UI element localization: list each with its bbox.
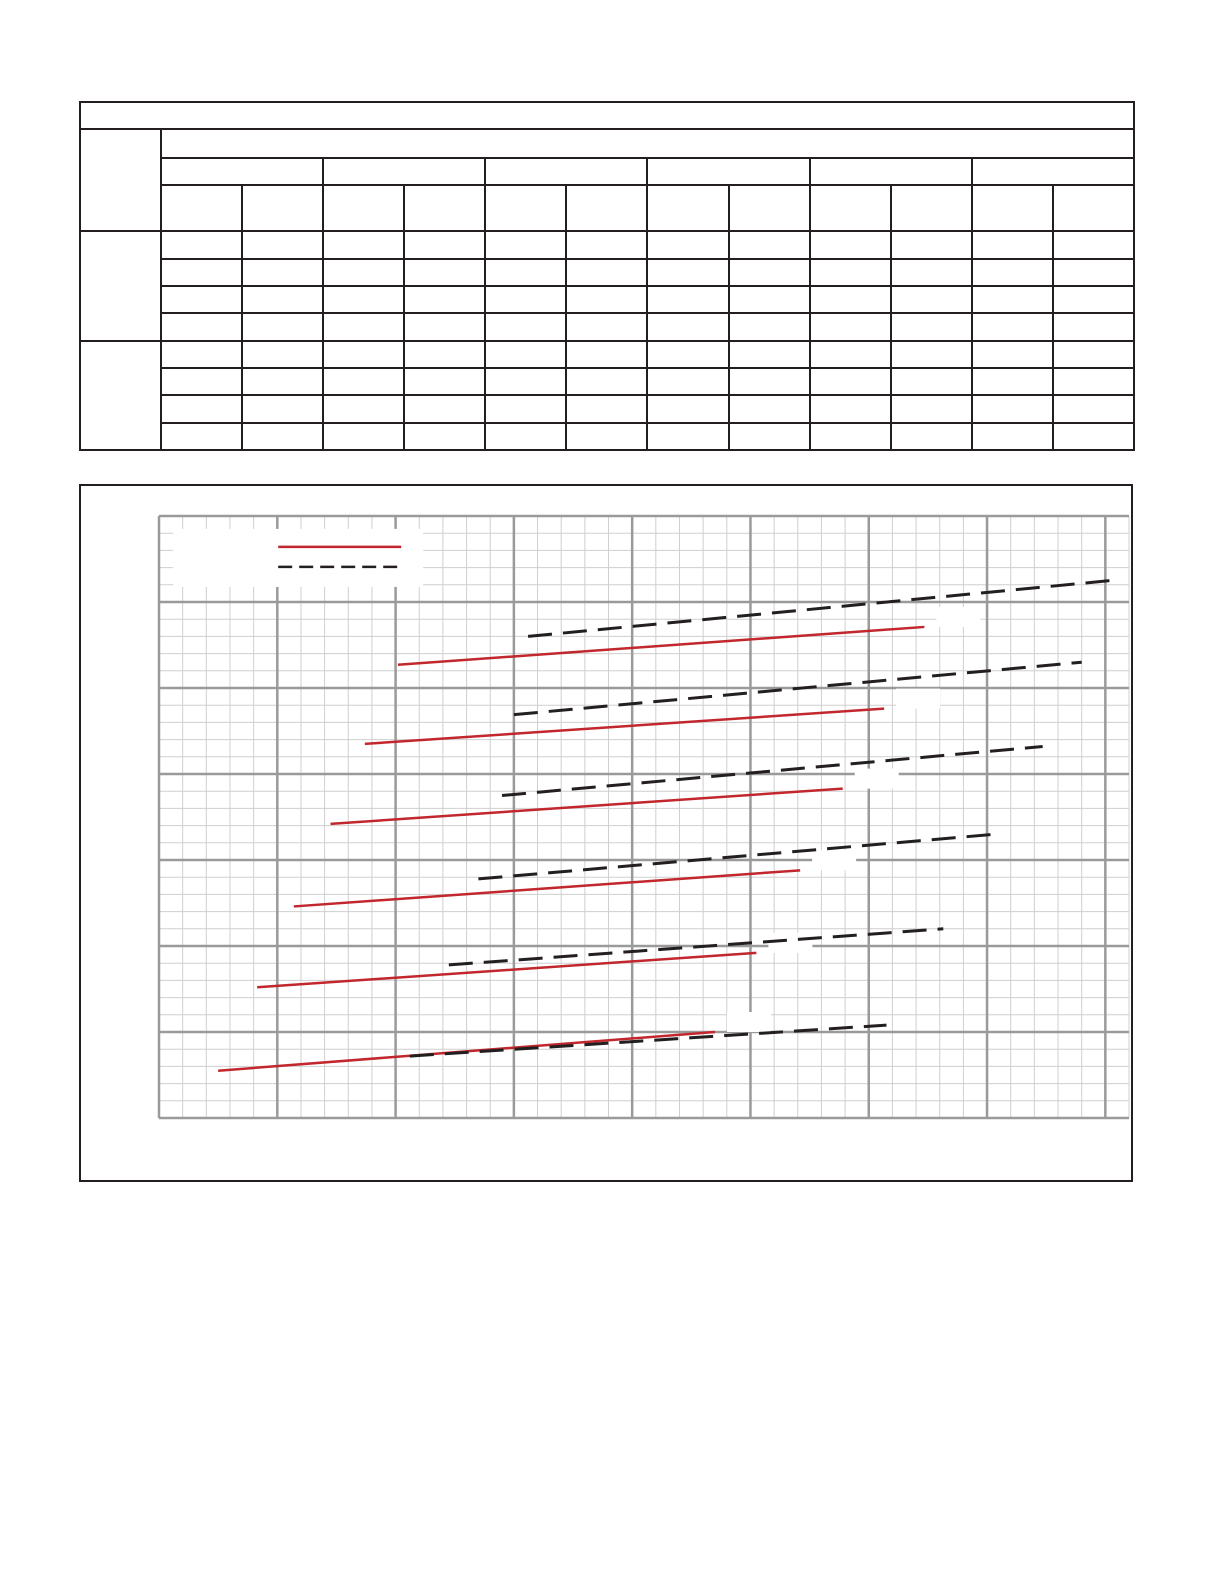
- table-title: [80, 102, 1134, 129]
- chart-panel: [79, 484, 1133, 1182]
- dashed-series-line: [502, 746, 1043, 795]
- table-header-row: [80, 129, 1134, 157]
- table-cell: [1053, 286, 1134, 313]
- legend-box: [173, 529, 423, 587]
- table-cell: [566, 231, 647, 258]
- table-section-label: [80, 231, 161, 340]
- dashed-series-line: [478, 834, 995, 879]
- table-cell: [647, 368, 728, 395]
- table-cell: [729, 341, 810, 368]
- table-cell: [891, 231, 972, 258]
- table-cell: [810, 341, 891, 368]
- table-subheader: [972, 185, 1053, 232]
- table-cell: [242, 286, 323, 313]
- table-cell: [891, 368, 972, 395]
- table-corner-cell: [80, 129, 161, 231]
- table-cell: [891, 286, 972, 313]
- table-cell: [972, 423, 1053, 450]
- table-cell: [161, 368, 242, 395]
- table-group-header: [323, 158, 485, 185]
- table-cell: [647, 231, 728, 258]
- table-cell: [242, 368, 323, 395]
- table-cell: [729, 259, 810, 286]
- table-cell: [485, 395, 566, 422]
- table-subheader: [729, 185, 810, 232]
- table-cell: [323, 341, 404, 368]
- table-cell: [485, 341, 566, 368]
- table-cell: [1053, 231, 1134, 258]
- table-cell: [404, 286, 485, 313]
- table-cell: [891, 313, 972, 340]
- table-row: [80, 231, 1134, 258]
- table-row: [80, 423, 1134, 450]
- table-cell: [566, 395, 647, 422]
- table-cell: [404, 368, 485, 395]
- table-cell: [1053, 368, 1134, 395]
- table-cell: [404, 231, 485, 258]
- series-label-patch: [727, 1012, 771, 1032]
- table-cell: [485, 368, 566, 395]
- table-cell: [323, 286, 404, 313]
- table-cell: [1053, 423, 1134, 450]
- table-subheader: [323, 185, 404, 232]
- table-cell: [161, 259, 242, 286]
- table-row: [80, 368, 1134, 395]
- table-group-header: [485, 158, 647, 185]
- table-cell: [1053, 395, 1134, 422]
- table-cell: [647, 286, 728, 313]
- table-cell: [1053, 341, 1134, 368]
- table-cell: [729, 423, 810, 450]
- table-cell: [566, 259, 647, 286]
- table-cell: [404, 423, 485, 450]
- table-subheader: [485, 185, 566, 232]
- solid-series-line: [331, 789, 843, 824]
- table-subheader: [647, 185, 728, 232]
- table-cell: [891, 395, 972, 422]
- table-cell: [242, 423, 323, 450]
- table-cell: [729, 368, 810, 395]
- table-subheader: [566, 185, 647, 232]
- table-cell: [485, 313, 566, 340]
- table-cell: [810, 368, 891, 395]
- table-cell: [810, 286, 891, 313]
- table-cell: [972, 231, 1053, 258]
- table-cell: [972, 259, 1053, 286]
- table-subheader: [1053, 185, 1134, 232]
- table-cell: [323, 423, 404, 450]
- table-cell: [242, 259, 323, 286]
- table-cell: [891, 341, 972, 368]
- table-cell: [242, 395, 323, 422]
- dashed-series-line: [528, 581, 1111, 637]
- solid-series-line: [294, 870, 800, 906]
- table-row: [80, 313, 1134, 340]
- table-group-header: [161, 158, 323, 185]
- table-row: [80, 341, 1134, 368]
- table-cell: [161, 341, 242, 368]
- table-cell: [1053, 259, 1134, 286]
- table-cell: [242, 313, 323, 340]
- chart-svg: [81, 486, 1131, 1180]
- table-group-header: [810, 158, 972, 185]
- table-cell: [404, 395, 485, 422]
- table-subheader: [810, 185, 891, 232]
- table-cell: [810, 313, 891, 340]
- series-label-patch: [855, 769, 899, 789]
- table-cell: [161, 231, 242, 258]
- table-cell: [647, 423, 728, 450]
- table-cell: [161, 395, 242, 422]
- table-cell: [242, 341, 323, 368]
- data-table: [79, 101, 1135, 451]
- table-title-row: [80, 102, 1134, 129]
- table-cell: [729, 286, 810, 313]
- table-cell: [891, 423, 972, 450]
- table-cell: [404, 313, 485, 340]
- table-subheader-row: [80, 185, 1134, 232]
- dashed-series-line: [410, 1025, 887, 1056]
- table-cell: [647, 313, 728, 340]
- table-subheader: [161, 185, 242, 232]
- table-cell: [323, 368, 404, 395]
- table-header-span: [161, 129, 1134, 157]
- table-cell: [647, 395, 728, 422]
- table-group-header: [647, 158, 809, 185]
- table-cell: [810, 423, 891, 450]
- table-cell: [647, 341, 728, 368]
- table-cell: [485, 259, 566, 286]
- table-cell: [404, 259, 485, 286]
- table-cell: [566, 286, 647, 313]
- table-cell: [810, 259, 891, 286]
- series-label-patch: [936, 607, 980, 627]
- table-cell: [1053, 313, 1134, 340]
- table-cell: [323, 395, 404, 422]
- table-cell: [404, 341, 485, 368]
- table-cell: [161, 423, 242, 450]
- table-cell: [972, 395, 1053, 422]
- series-label-patch: [896, 689, 940, 709]
- table-cell: [972, 286, 1053, 313]
- table-cell: [729, 231, 810, 258]
- table-cell: [485, 423, 566, 450]
- table-row: [80, 395, 1134, 422]
- table-cell: [647, 259, 728, 286]
- series-label-patch: [768, 933, 812, 953]
- table-cell: [566, 313, 647, 340]
- table-cell: [323, 231, 404, 258]
- table-subheader: [891, 185, 972, 232]
- table-subheader: [242, 185, 323, 232]
- table-row: [80, 286, 1134, 313]
- table-cell: [972, 368, 1053, 395]
- table-cell: [891, 259, 972, 286]
- table-cell: [485, 231, 566, 258]
- table-cell: [323, 313, 404, 340]
- table-cell: [485, 286, 566, 313]
- table-cell: [242, 231, 323, 258]
- table-group-header: [972, 158, 1134, 185]
- table-cell: [810, 231, 891, 258]
- table-cell: [161, 286, 242, 313]
- series-label-patch: [812, 850, 856, 870]
- table-cell: [566, 368, 647, 395]
- table-cell: [566, 423, 647, 450]
- table-cell: [972, 341, 1053, 368]
- table-section-label: [80, 341, 161, 450]
- solid-series-line: [257, 953, 756, 987]
- table-group-row: [80, 158, 1134, 185]
- table-cell: [729, 395, 810, 422]
- table-cell: [810, 395, 891, 422]
- table-cell: [161, 313, 242, 340]
- table-subheader: [404, 185, 485, 232]
- table-cell: [729, 313, 810, 340]
- table-cell: [323, 259, 404, 286]
- table-cell: [972, 313, 1053, 340]
- table-cell: [566, 341, 647, 368]
- table-row: [80, 259, 1134, 286]
